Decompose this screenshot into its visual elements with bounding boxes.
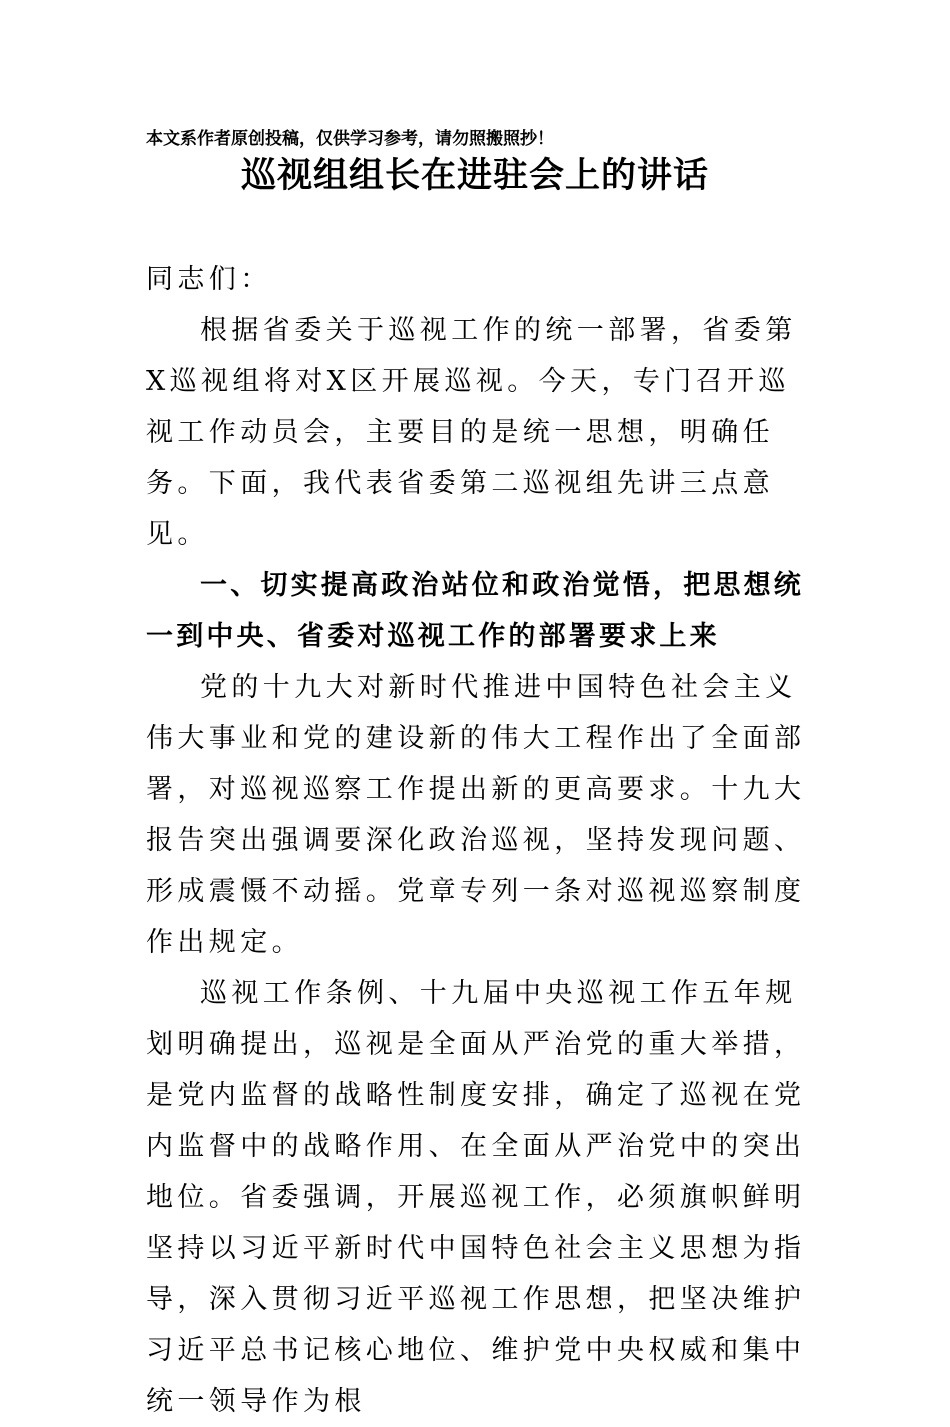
paragraph-1: 党的十九大对新时代推进中国特色社会主义伟大事业和党的建设新的伟大工程作出了全面部署，对巡视巡察工作提出新的更高要求。十九大报告突出强调要深化政治巡视，坚持发现问题、形成震慑不动摇。党章专列一条对巡视巡察制度作出规定。 xyxy=(146,672,806,958)
paragraph-2: 巡视工作条例、十九届中央巡视工作五年规划明确提出，巡视是全面从严治党的重大举措，是党内监督的战略性制度安排，确定了巡视在党内监督中的战略作用、在全面从严治党中的突出地位。省委强调，开展巡视工作，必须旗帜鲜明坚持以习近平新时代中国特色社会主义思想为指导，深入贯彻习近平巡视工作思想，把坚决维护习近平总书记核心地位、维护党中央权威和集中统一领导作为根 xyxy=(146,978,806,1417)
document-body xyxy=(146,254,806,1427)
salutation: 同志们： xyxy=(146,264,272,295)
copyright-notice: 本文系作者原创投稿，仅供学习参考，请勿照搬照抄！ xyxy=(146,129,554,149)
document-title: 巡视组组长在进驻会上的讲话 xyxy=(240,155,709,196)
paragraph-intro: 根据省委关于巡视工作的统一部署，省委第X巡视组将对X区开展巡视。今天，专门召开巡视工作动员会，主要目的是统一思想，明确任务。下面，我代表省委第二巡视组先讲三点意见。 xyxy=(146,315,797,550)
section-heading-1: 一、切实提高政治站位和政治觉悟，把思想统一到中央、省委对巡视工作的部署要求上来 xyxy=(146,570,804,652)
